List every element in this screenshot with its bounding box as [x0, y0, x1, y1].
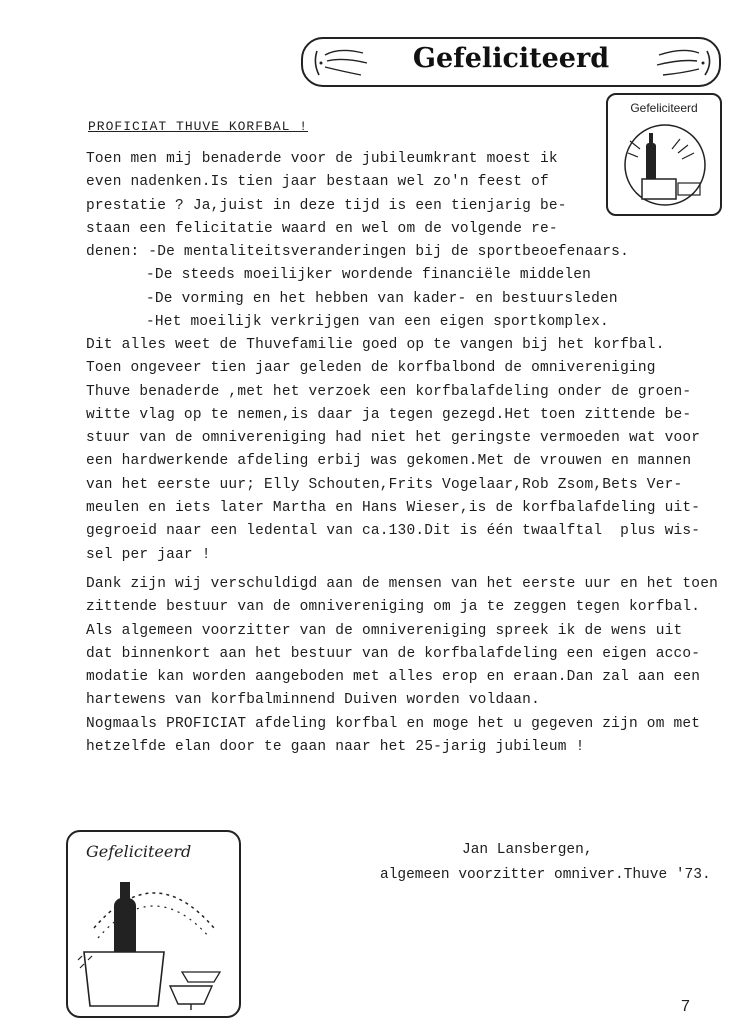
text-line: staan een felicitatie waard en wel om de volgende re- [86, 220, 558, 237]
signature-block [380, 838, 711, 888]
text-line: even nadenken.Is tien jaar bestaan wel zo'n feest of [86, 174, 549, 191]
text-line: stuur van de omnivereniging had niet het geringste vermoeden wat voor [86, 430, 701, 447]
stamp-bottom-label: Gefeliciteerd [86, 842, 192, 861]
text-line: Als algemeen voorzitter van de omnivereniging spreek ik de wens uit [86, 622, 683, 639]
article-heading: PROFICIAT THUVE KORFBAL ! [88, 119, 309, 134]
text-line: Toen ongeveer tien jaar geleden de korfbalbond de omnivereniging [86, 360, 656, 377]
text-line: witte vlag op te nemen,is daar ja tegen gezegd.Het toen zittende be- [86, 406, 692, 423]
text-line: zittende bestuur van de omnivereniging om ja te zeggen tegen korfbal. [86, 599, 701, 616]
list-item: -Het moeilijk verkrijgen van een eigen sportkomplex. [146, 314, 609, 331]
article-paragraph-1 [86, 148, 726, 334]
list-item: -De steeds moeilijker wordende financiële middelen [146, 267, 592, 284]
author-name: Jan Lansbergen, [462, 842, 593, 858]
text-line: Toen men mij benaderde voor de jubileumkrant moest ik [86, 151, 558, 167]
text-line: modatie kan worden aangeboden met alles erop en eraan.Dan zal aan een [86, 669, 701, 686]
text-line: sel per jaar ! [86, 546, 211, 563]
text-line: Dank zijn wij verschuldigd aan de mensen van het eerste uur en het toen [86, 576, 719, 592]
text-line: Dit alles weet de Thuvefamilie goed op te vangen bij het korfbal. [86, 337, 665, 353]
text-line: prestatie ? Ja,juist in deze tijd is een tienjarig be- [86, 197, 567, 214]
champagne-bucket-icon [74, 868, 234, 1014]
flourish-right-icon [653, 45, 715, 81]
header-banner [301, 37, 721, 87]
text-line: een hardwerkende afdeling erbij was gekomen.Met de vrouwen en mannen [86, 453, 692, 470]
article-paragraph-3 [86, 573, 726, 759]
article-paragraph-2 [86, 334, 726, 567]
text-line: Thuve benaderde ,met het verzoek een korfbalafdeling onder de groen- [86, 383, 692, 400]
text-line: gegroeid naar een ledental van ca.130.Dit is één twaalftal plus wis- [86, 523, 701, 540]
page-title: Gefeliciteerd [412, 43, 610, 74]
list-item: -De vorming en het hebben van kader- en bestuursleden [146, 290, 618, 307]
text-line: van het eerste uur; Elly Schouten,Frits Vogelaar,Rob Zsom,Bets Ver- [86, 476, 683, 493]
text-line: denen: -De mentaliteitsveranderingen bij de sportbeoefenaars. [86, 244, 629, 261]
text-line: dat binnenkort aan het bestuur van de korfbalafdeling een eigen acco- [86, 645, 701, 662]
text-line: hetzelfde elan door te gaan naar het 25-jarig jubileum ! [86, 739, 585, 756]
text-line: hartewens van korfbalminnend Duiven worden voldaan. [86, 692, 540, 709]
text-line: Nogmaals PROFICIAT afdeling korfbal en moge het u gegeven zijn om met [86, 715, 701, 732]
page-number: 7 [681, 998, 690, 1015]
author-title: algemeen voorzitter omniver.Thuve '73. [380, 867, 711, 883]
stamp-top-label: Gefeliciteerd [630, 101, 698, 115]
stamp-illustration-bottom [66, 830, 241, 1018]
text-line: meulen en iets later Martha en Hans Wieser,is de korfbalafdeling uit- [86, 500, 701, 517]
